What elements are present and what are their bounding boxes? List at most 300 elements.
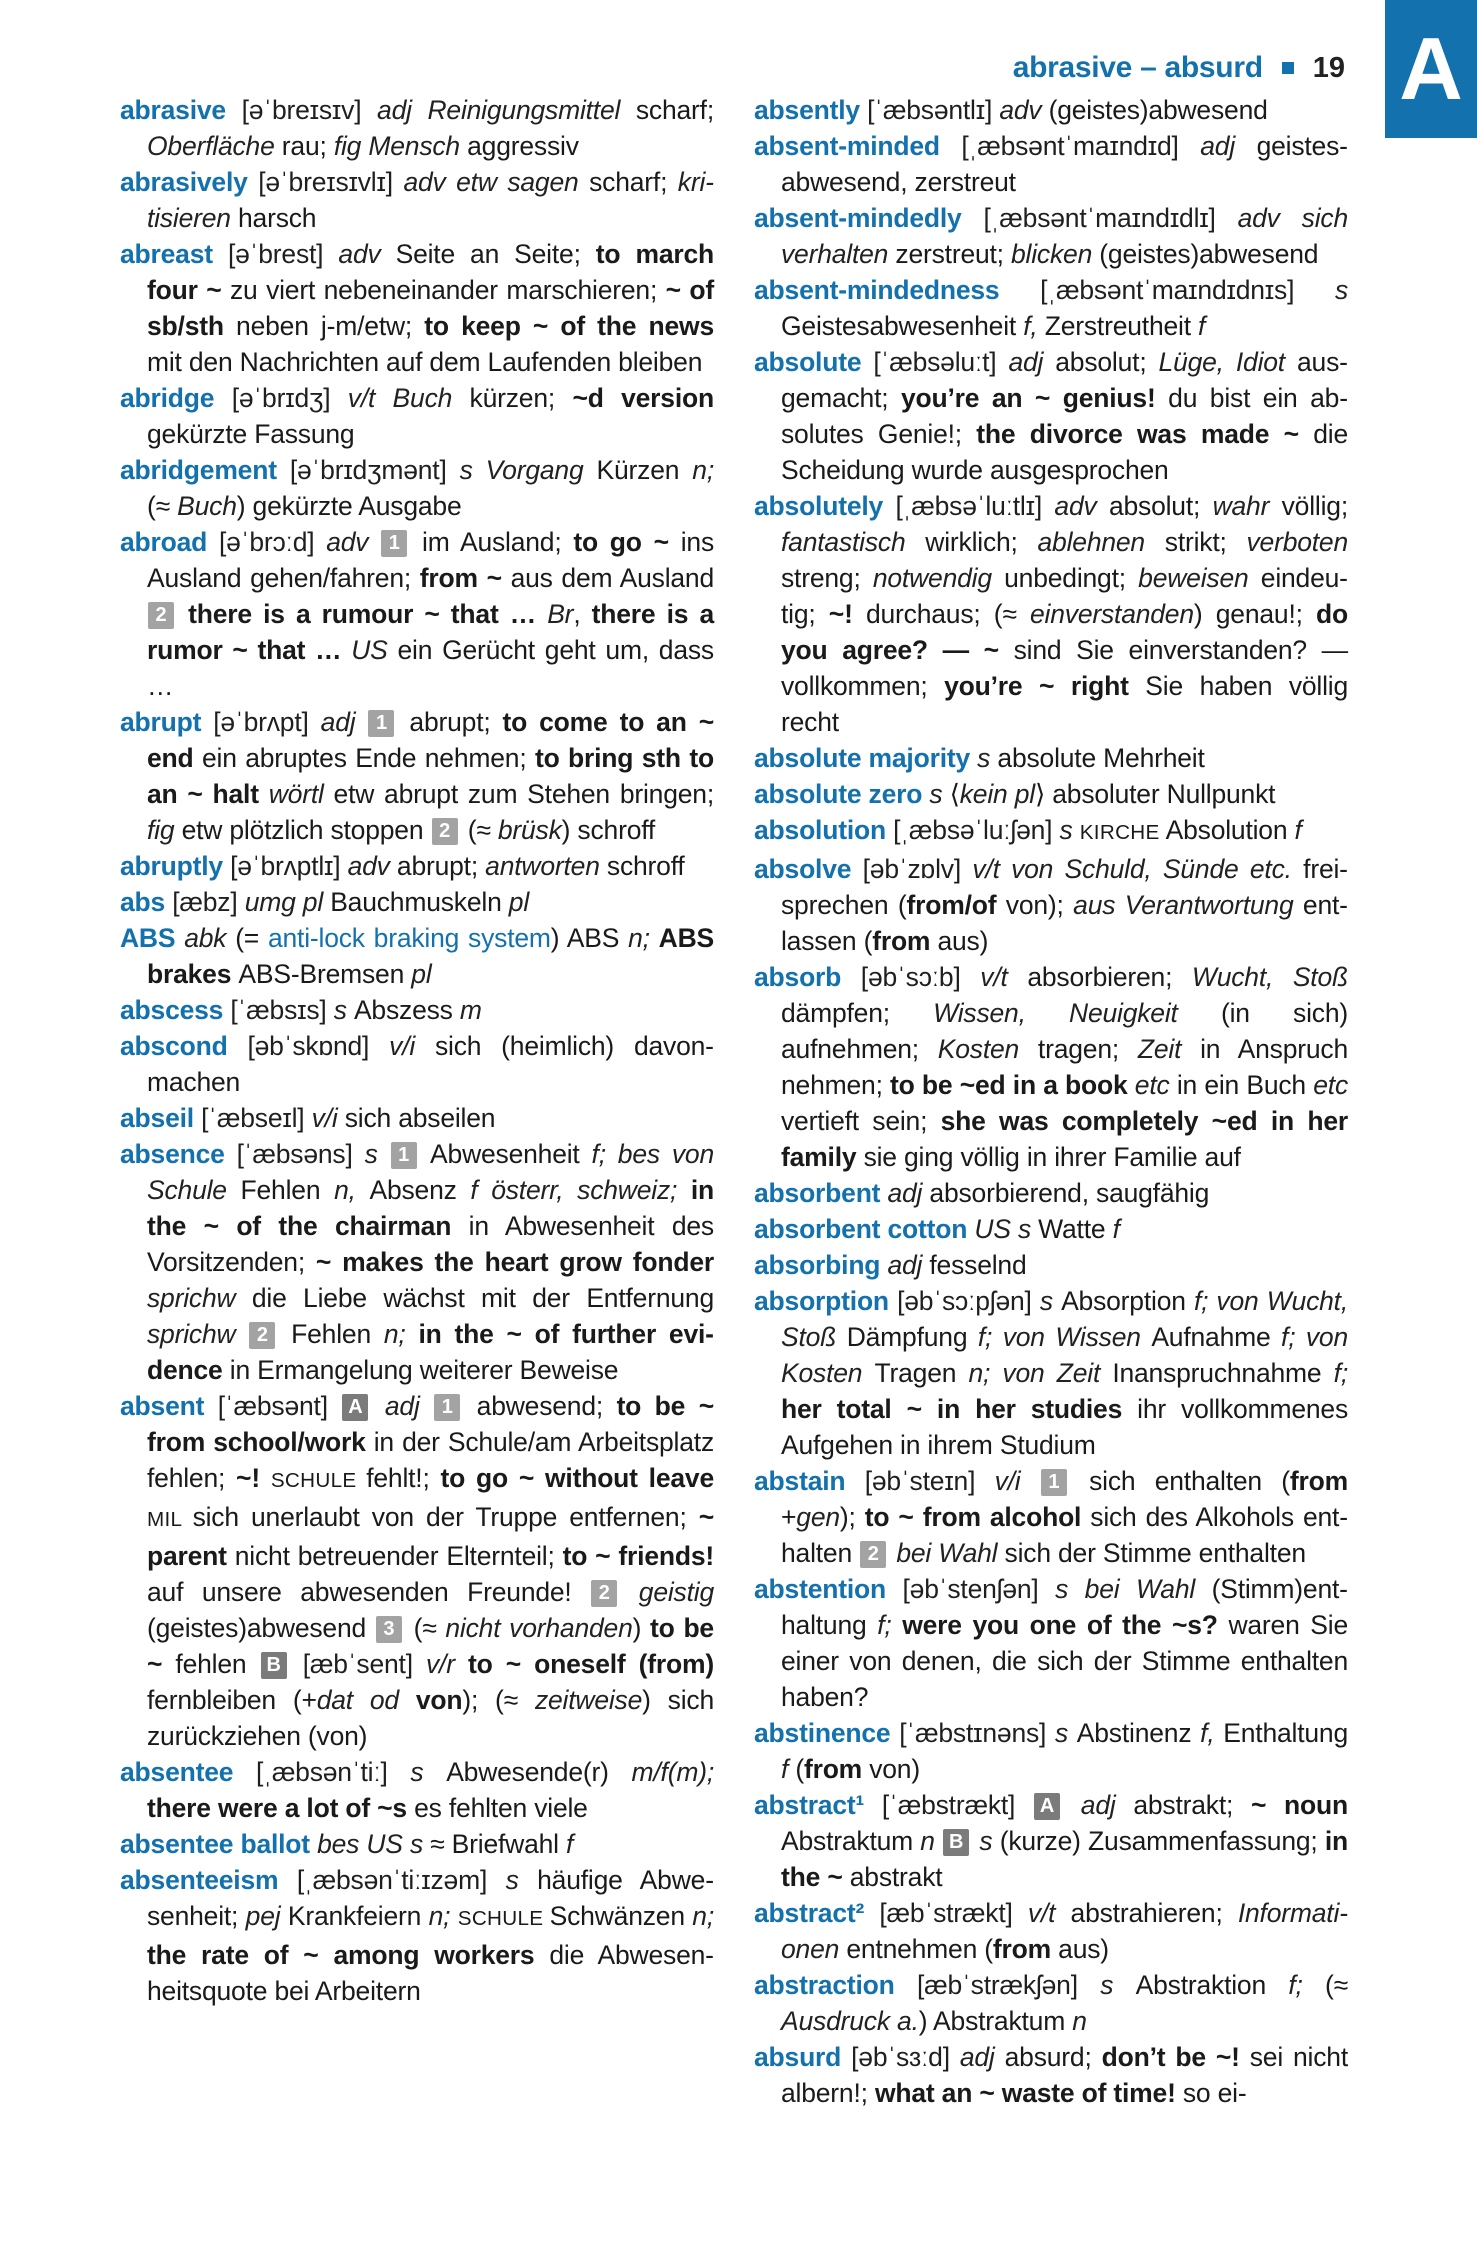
usage-label: ablehnen: [1037, 527, 1165, 557]
example-phrase: ~ of sb/sth: [147, 275, 714, 341]
usage-label: blicken: [1011, 239, 1100, 269]
translation-text: ins Ausland gehen/fahren;: [147, 527, 714, 593]
translation-text: etw abrupt zum Stehen bringen;: [333, 779, 714, 809]
translation-text: wirklich;: [925, 527, 1038, 557]
dictionary-entry: [754, 1211, 1348, 1247]
sense-number-badge: 2: [148, 602, 174, 629]
usage-label: adj: [1063, 1790, 1134, 1820]
usage-label: Wucht, Stoß: [1191, 962, 1348, 992]
usage-label: n: [1072, 2006, 1087, 2036]
usage-label: adj: [1008, 347, 1056, 377]
entry-headword: abstinence: [754, 1718, 891, 1748]
usage-label: adv etw sagen: [403, 167, 590, 197]
translation-text: Absorption: [1061, 1286, 1194, 1316]
usage-label: umg pl: [244, 887, 331, 917]
translation-text: schroff: [606, 851, 685, 881]
translation-text: von): [862, 1754, 920, 1784]
translation-text: Aufnahme: [1151, 1322, 1282, 1352]
example-phrase: to keep ~ of the news: [424, 311, 714, 341]
phonetic-transcription: [ˈæbsɪs]: [223, 995, 334, 1025]
entry-headword: absolute zero: [754, 779, 923, 809]
example-phrase: to be ~: [147, 1613, 714, 1679]
usage-label: n;: [692, 1901, 714, 1931]
usage-label: s: [1039, 1286, 1062, 1316]
translation-text: abstrahieren;: [1070, 1898, 1238, 1928]
usage-label: adv sich verhalten: [781, 203, 1348, 269]
usage-label: v/t Buch: [347, 383, 470, 413]
usage-label: bei Wahl: [889, 1538, 1005, 1568]
usage-label: s: [410, 1757, 447, 1787]
dictionary-entry: [754, 851, 1348, 959]
example-phrase: there is a rumor ~ that …: [147, 599, 714, 665]
page-header: [1013, 48, 1345, 88]
entry-headword: abruptly: [120, 851, 223, 881]
translation-text: rau;: [281, 131, 334, 161]
phonetic-transcription: [ˌæbsəntˈmaɪndɪdlɪ]: [961, 203, 1238, 233]
dictionary-entry: [754, 272, 1348, 344]
usage-label: fig: [147, 815, 182, 845]
example-phrase: ~!: [236, 1463, 271, 1493]
usage-label: v/r: [426, 1649, 468, 1679]
entry-headword: absolute: [754, 347, 862, 377]
usage-label: v/i: [994, 1466, 1040, 1496]
entry-headword: abstract¹: [754, 1790, 865, 1820]
dictionary-entry: [120, 992, 714, 1028]
translation-text: (=: [235, 923, 268, 953]
example-phrase: from: [803, 1754, 863, 1784]
phonetic-transcription: [əˈbrɔːd]: [207, 527, 327, 557]
sense-number-badge: 2: [591, 1580, 617, 1607]
translation-text: ) genau!;: [1193, 599, 1317, 629]
usage-label: zeitweise: [534, 1685, 643, 1715]
phonetic-transcription: [əˈbrɪdʒmənt]: [276, 455, 460, 485]
translation-text: (≈: [1325, 1970, 1348, 2000]
translation-text: Abwesenheit: [419, 1139, 592, 1169]
translation-text: absorbierend, saugfähig: [929, 1178, 1210, 1208]
usage-label: Informationen: [781, 1898, 1348, 1964]
phonetic-transcription: [ˈæbsəntlɪ]: [859, 95, 1000, 125]
dictionary-entry: [120, 380, 714, 452]
dictionary-entry: [120, 704, 714, 848]
sense-number-badge: 3: [376, 1616, 402, 1643]
usage-label: US s: [967, 1214, 1039, 1244]
usage-label: fig Mensch: [333, 131, 468, 161]
entry-headword: absentee ballot: [120, 1829, 310, 1859]
translation-text: streng;: [781, 563, 873, 593]
usage-label: Oberfläche: [147, 131, 282, 161]
usage-label: abk: [175, 923, 236, 953]
translation-text: ⟩ absoluter Nullpunkt: [1034, 779, 1276, 809]
entry-headword: absorption: [754, 1286, 889, 1316]
translation-text: sich der Stimme enthalten: [1004, 1538, 1306, 1568]
dictionary-entry: [754, 1175, 1348, 1211]
translation-text: harsch: [238, 203, 317, 233]
phonetic-transcription: [əbˈsɔːpʃən]: [888, 1286, 1040, 1316]
translation-text: (in sich) aufnehmen;: [781, 998, 1349, 1064]
translation-text: Fehlen: [278, 1319, 384, 1349]
usage-label: einverstanden: [1030, 599, 1194, 629]
entry-headword: abrupt: [120, 707, 202, 737]
example-phrase: ABS brakes: [147, 923, 714, 989]
dictionary-entry: [754, 92, 1348, 128]
translation-text: durchaus; (≈: [865, 599, 1030, 629]
translation-text: abstrakt: [849, 1862, 943, 1892]
cross-reference-link: anti-lock braking system: [267, 923, 551, 953]
phonetic-transcription: [əbˈzɒlv]: [851, 854, 973, 884]
translation-text: es fehlten viele: [414, 1793, 588, 1823]
sense-number-badge: 2: [249, 1322, 275, 1349]
sense-number-badge: 1: [381, 530, 407, 557]
translation-text: Abstraktum: [781, 1826, 921, 1856]
phonetic-transcription: [ˌæbsəntˈmaɪndɪdnɪs]: [999, 275, 1335, 305]
phonetic-transcription: [ˈæbstrækt]: [864, 1790, 1033, 1820]
dictionary-entry: [754, 1715, 1348, 1787]
usage-label: s: [1334, 275, 1348, 305]
translation-text: Fehlen: [240, 1175, 335, 1205]
translation-text: Tragen: [874, 1358, 969, 1388]
entry-headword: absentee: [120, 1757, 234, 1787]
dictionary-entry: [120, 848, 714, 884]
dictionary-entry: [120, 92, 714, 164]
translation-text: in ein Buch: [1176, 1070, 1314, 1100]
usage-label: v/t von Schuld, Sünde etc.: [972, 854, 1304, 884]
sense-number-badge: 2: [860, 1541, 886, 1568]
translation-text: gekürzte Fassung: [147, 419, 355, 449]
translation-text: sich unerlaubt von der Truppe entfernen;: [192, 1502, 699, 1532]
phonetic-transcription: [əˈbreɪsɪv]: [225, 95, 378, 125]
phonetic-transcription: [əˈbrʌpt]: [201, 707, 321, 737]
example-phrase: ~!: [828, 599, 866, 629]
translation-text: entnehmen (: [846, 1934, 993, 1964]
dictionary-entry: [754, 128, 1348, 200]
translation-text: (Stimm)enthaltung: [781, 1574, 1348, 1640]
usage-label: Kosten: [937, 1034, 1038, 1064]
usage-label: m: [459, 995, 482, 1025]
sense-letter-badge: A: [1034, 1793, 1060, 1820]
translation-text: fehlt!;: [366, 1463, 441, 1493]
example-phrase: to go ~: [573, 527, 681, 557]
translation-text: sich enthalten (: [1069, 1466, 1290, 1496]
dictionary-entry: [754, 1787, 1348, 1895]
subject-label: SCHULE: [270, 1469, 367, 1492]
translation-text: so ei-: [1182, 2078, 1247, 2108]
usage-label: n;: [692, 455, 714, 485]
translation-text: (geistes)abwesend: [1099, 239, 1319, 269]
translation-text: ihr vollkommenes Aufgehen in ihrem Studium: [781, 1394, 1348, 1460]
usage-label: n,: [334, 1175, 370, 1205]
translation-text: sei nicht albern!;: [781, 2042, 1348, 2108]
usage-label: antworten: [485, 851, 607, 881]
usage-label: brüsk: [497, 815, 562, 845]
sense-number-badge: 2: [432, 818, 458, 845]
example-phrase: ~ parent: [147, 1502, 714, 1571]
translation-text: Bauchmuskeln: [330, 887, 509, 917]
usage-label: Br: [547, 599, 574, 629]
translation-text: sich (heimlich) davonmachen: [147, 1031, 714, 1097]
dictionary-entry: [754, 344, 1348, 488]
translation-text: (≈: [404, 1613, 446, 1643]
dictionary-entry: [754, 1283, 1348, 1463]
example-phrase: her total ~ in her studies: [781, 1394, 1138, 1424]
entry-headword: absent: [120, 1391, 205, 1421]
translation-text: fernbleiben (+: [147, 1685, 317, 1715]
translation-text: die Liebe wächst mit der Entfernung: [251, 1283, 714, 1313]
usage-label: adv: [338, 239, 396, 269]
translation-text: scharf;: [589, 167, 678, 197]
translation-text: fesselnd: [929, 1250, 1027, 1280]
example-phrase: in the ~ of further evidence: [147, 1319, 714, 1385]
translation-text: ⟨: [949, 779, 960, 809]
usage-label: s: [505, 1865, 538, 1895]
example-phrase: to bring sth to an ~ halt: [147, 743, 714, 809]
usage-label: notwendig: [872, 563, 1005, 593]
translation-text: absorbieren;: [1027, 962, 1192, 992]
translation-text: Abwesende(r): [446, 1757, 632, 1787]
translation-text: Inanspruchnahme: [1112, 1358, 1334, 1388]
translation-text: eindeutig;: [781, 563, 1348, 629]
usage-label: n; von Zeit: [968, 1358, 1113, 1388]
translation-text: freisprechen (: [781, 854, 1348, 920]
usage-label: f: [1198, 311, 1206, 341]
translation-text: in Abwesenheit des Vorsitzenden;: [147, 1211, 714, 1277]
phonetic-transcription: [ˌæbsəˈluːʃən]: [885, 815, 1060, 845]
translation-text: häufige Abwesenheit;: [147, 1865, 715, 1931]
example-phrase: in the ~: [781, 1826, 1348, 1892]
dictionary-entry: [754, 200, 1348, 272]
usage-label: Zeit: [1137, 1034, 1201, 1064]
header-separator-square: [1282, 62, 1294, 74]
usage-label: wahr: [1212, 491, 1282, 521]
entry-headword: abseil: [120, 1103, 194, 1133]
usage-label: beweisen: [1138, 563, 1261, 593]
translation-text: Seite an Seite;: [395, 239, 596, 269]
usage-label: adj: [1200, 131, 1257, 161]
usage-label: aus Verantwortung: [1073, 890, 1303, 920]
usage-label: kritisieren: [147, 167, 714, 233]
entry-headword: absorbing: [754, 1250, 881, 1280]
sense-number-badge: 1: [391, 1142, 417, 1169]
example-phrase: the divorce was made ~: [976, 419, 1314, 449]
dictionary-entry: [120, 1862, 714, 2009]
example-phrase: you’re ~ right: [944, 671, 1146, 701]
phonetic-transcription: [əbˈsɔːb]: [841, 962, 981, 992]
entry-headword: abstention: [754, 1574, 886, 1604]
dictionary-entry: [754, 959, 1348, 1175]
translation-text: (≈: [460, 815, 498, 845]
translation-text: absolut;: [1055, 347, 1159, 377]
translation-text: kürzen;: [469, 383, 573, 413]
entry-headword: absorb: [754, 962, 842, 992]
translation-text: Sie haben völlig recht: [781, 671, 1349, 737]
translation-text: von);: [996, 890, 1074, 920]
phonetic-transcription: [æbˈsent]: [289, 1649, 426, 1679]
usage-label: sprichw: [147, 1283, 252, 1313]
dictionary-entry: [120, 1100, 714, 1136]
example-phrase: ~ noun: [1250, 1790, 1349, 1820]
usage-label: bes US s: [309, 1829, 431, 1859]
translation-text: in Anspruch nehmen;: [781, 1034, 1348, 1100]
entry-headword: abrasive: [120, 95, 226, 125]
translation-text: Absolution: [1165, 815, 1295, 845]
entry-headword: absent-mindedness: [754, 275, 1000, 305]
entry-headword: absenteeism: [120, 1865, 279, 1895]
usage-label: adj Reinigungsmittel: [377, 95, 636, 125]
usage-label: etc: [1313, 1070, 1349, 1100]
usage-label: s Vorgang: [459, 455, 597, 485]
example-phrase: the rate of ~ among workers: [147, 1940, 550, 1970]
phonetic-transcription: [ˌæbsənˈtiːɪzəm]: [278, 1865, 506, 1895]
entry-headword: abrasively: [120, 167, 248, 197]
entry-headword: absent-mindedly: [754, 203, 962, 233]
thumb-tab-letter: A: [1399, 19, 1463, 118]
translation-text: zerstreut;: [895, 239, 1012, 269]
translation-text: Enthaltung: [1223, 1718, 1348, 1748]
translation-text: (kurze) Zusammenfassung;: [999, 1826, 1325, 1856]
page-number: 19: [1312, 51, 1345, 84]
translation-text: ); (≈: [462, 1685, 535, 1715]
entry-headword: absolution: [754, 815, 886, 845]
usage-label: f: [566, 1829, 574, 1859]
example-phrase: from/of: [906, 890, 997, 920]
example-phrase: to be ~ed in a book: [890, 1070, 1135, 1100]
phonetic-transcription: [əbˈstenʃən]: [885, 1574, 1056, 1604]
translation-text: Kürzen: [596, 455, 693, 485]
example-phrase: she was completely ~ed in her family: [781, 1106, 1348, 1172]
usage-label: wörtl: [268, 779, 334, 809]
dictionary-entry: [754, 740, 1348, 776]
usage-label: fantastisch: [781, 527, 926, 557]
guide-words: abrasive – absurd: [1012, 51, 1263, 84]
entry-headword: abstraction: [754, 1970, 895, 2000]
usage-label: US: [351, 635, 398, 665]
usage-label: adj: [880, 1178, 930, 1208]
usage-label: etc: [1134, 1070, 1177, 1100]
dictionary-entry: [120, 1136, 714, 1388]
translation-text: aggressiv: [467, 131, 579, 161]
translation-text: Absenz: [369, 1175, 471, 1205]
translation-text: abrupt;: [397, 707, 503, 737]
usage-label: f; von Wucht, Stoß: [781, 1286, 1348, 1352]
usage-label: pl: [411, 959, 432, 989]
dictionary-entry: [754, 1967, 1348, 2039]
sense-letter-badge: B: [943, 1829, 969, 1856]
translation-text: auf unsere abwesenden Freunde!: [147, 1577, 591, 1607]
translation-text: absolute Mehrheit: [997, 743, 1205, 773]
translation-text: tragen;: [1037, 1034, 1138, 1064]
example-phrase: von: [415, 1685, 463, 1715]
phonetic-transcription: [æbˈstrækt]: [864, 1898, 1028, 1928]
entry-headword: abroad: [120, 527, 208, 557]
translation-text: Geistesabwesenheit: [781, 311, 1024, 341]
dictionary-entry: [754, 1571, 1348, 1715]
usage-label: geistig: [620, 1577, 714, 1607]
usage-label: s: [922, 779, 950, 809]
phonetic-transcription: [ˈæbsəns]: [224, 1139, 365, 1169]
dictionary-entry: [754, 812, 1348, 851]
entry-headword: abstract²: [754, 1898, 865, 1928]
usage-label: m/f(m);: [631, 1757, 714, 1787]
translation-text: ) Abstraktum: [918, 2006, 1073, 2036]
translation-text: abwesend;: [463, 1391, 617, 1421]
translation-text: mit den Nachrichten auf dem Laufenden bleiben: [147, 347, 703, 377]
translation-text: aus dem Ausland: [510, 563, 714, 593]
translation-text: Zerstreutheit: [1044, 311, 1199, 341]
example-phrase: from: [1289, 1466, 1348, 1496]
example-phrase: from: [872, 926, 931, 956]
translation-text: ein Gerücht geht um, dass …: [147, 635, 714, 701]
translation-text: neben j-m/etw;: [236, 311, 425, 341]
example-phrase: there is a rumour ~ that …: [177, 599, 548, 629]
dictionary-entry: [754, 488, 1348, 740]
example-phrase: to ~ from alcohol: [864, 1502, 1091, 1532]
dictionary-entry: [120, 1754, 714, 1826]
usage-label: n;: [383, 1319, 419, 1349]
example-phrase: to be ~ from school/work: [147, 1391, 714, 1457]
entry-headword: abridgement: [120, 455, 277, 485]
usage-label: f;: [1333, 1358, 1348, 1388]
translation-text: Abszess: [353, 995, 460, 1025]
usage-label: Ausdruck a.: [781, 2006, 919, 2036]
dictionary-columns: [120, 92, 1348, 2111]
translation-text: strikt;: [1164, 527, 1247, 557]
phonetic-transcription: [æbz]: [165, 887, 245, 917]
phonetic-transcription: [ˈæbseɪl]: [193, 1103, 312, 1133]
entry-headword: abscess: [120, 995, 224, 1025]
usage-label: s: [1059, 815, 1080, 845]
entry-headword: abridge: [120, 383, 215, 413]
usage-label: adv: [999, 95, 1049, 125]
translation-text: sind Sie einverstanden? — vollkommen;: [781, 635, 1348, 701]
example-phrase: from: [992, 1934, 1052, 1964]
dictionary-entry: [120, 1826, 714, 1862]
entry-headword: absorbent cotton: [754, 1214, 968, 1244]
translation-text: Dämpfung: [846, 1322, 978, 1352]
entry-headword: absurd: [754, 2042, 842, 2072]
usage-label: s bei Wahl: [1055, 1574, 1212, 1604]
usage-label: s: [1100, 1970, 1136, 2000]
dictionary-entry: [754, 1247, 1348, 1283]
translation-text: +: [781, 1502, 797, 1532]
usage-label: s: [333, 995, 354, 1025]
translation-text: nicht betreuender Elternteil;: [234, 1541, 563, 1571]
phonetic-transcription: [ˌæbsəˈluːtlɪ]: [883, 491, 1055, 521]
translation-text: zu viert nebeneinander marschieren;: [229, 275, 666, 305]
usage-label: f österr, schweiz;: [470, 1175, 691, 1205]
entry-headword: absence: [120, 1139, 225, 1169]
translation-text: ausgemacht;: [781, 347, 1348, 413]
translation-text: etw plötzlich stoppen: [181, 815, 431, 845]
phonetic-transcription: [ˈæbsənt]: [204, 1391, 342, 1421]
example-phrase: to march four ~: [147, 239, 714, 305]
dictionary-entry: [754, 1895, 1348, 1967]
translation-text: (: [795, 1754, 804, 1784]
sense-number-badge: 1: [368, 710, 394, 737]
example-phrase: do you agree? — ~: [781, 599, 1349, 665]
phonetic-transcription: [ˈæbsəluːt]: [861, 347, 1009, 377]
phonetic-transcription: [əˈbrest]: [212, 239, 339, 269]
translation-text: Krankfeiern: [287, 1901, 429, 1931]
phonetic-transcription: [ˌæbsəntˈmaɪndɪd]: [939, 131, 1201, 161]
usage-label: n: [920, 1826, 943, 1856]
usage-label: v/t: [980, 962, 1028, 992]
dictionary-entry: [754, 776, 1348, 812]
example-phrase: there were a lot of ~s: [147, 1793, 415, 1823]
translation-text: sich des Alkohols enthalten: [781, 1502, 1349, 1568]
translation-text: unbedingt;: [1004, 563, 1139, 593]
phonetic-transcription: [əbˈsteɪn]: [845, 1466, 995, 1496]
translation-text: Abstinenz: [1076, 1718, 1201, 1748]
translation-text: fehlen: [175, 1649, 260, 1679]
